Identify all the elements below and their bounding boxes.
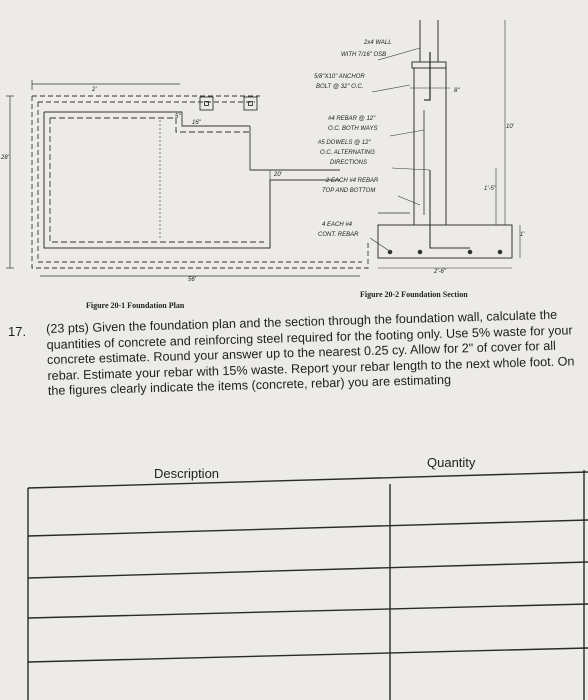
- section-dim-8: 8": [454, 88, 460, 94]
- section-topbot-label-2: TOP AND BOTTOM: [322, 188, 376, 194]
- foundation-section: [370, 20, 520, 268]
- foundation-plan: [6, 80, 368, 276]
- table-row-1-description[interactable]: [30, 490, 388, 534]
- section-topbot-label: 2 EACH #4 REBAR: [326, 178, 379, 184]
- section-rebar-label-2: O.C. BOTH WAYS: [328, 126, 378, 132]
- section-dowels-label-3: DIRECTIONS: [330, 160, 368, 166]
- plan-dim-right: 20': [274, 172, 282, 178]
- table-row-3-description[interactable]: [30, 578, 388, 616]
- section-dim-10: 10': [506, 124, 514, 130]
- section-cont-label-2: CONT. REBAR: [318, 232, 359, 238]
- table-row-4-description[interactable]: [30, 620, 388, 660]
- section-wall-label-2: WITH 7/16" OSB: [341, 52, 387, 58]
- section-dim-26: 2'-6": [434, 269, 446, 275]
- table-header-description: Description: [154, 466, 220, 481]
- plan-dim-top: 2': [92, 87, 97, 93]
- plan-dim-bottom: 56': [188, 277, 196, 283]
- section-wall-label: 2x4 WALL: [364, 40, 392, 46]
- question-body: (23 pts) Given the foundation plan and the section through the foundation wall, calculate the quantities of concrete and reinforcing steel required for the footing only. Use 5% waste for your concrete estimate. Round your answer up to the nearest 0.25 cy. Allow for 2" of cover for all rebar. Estimate your rebar with 15% waste. Report your rebar length to the next whole foot. On the figures clearly indicate the items (concrete, rebar) you are estimating: [46, 307, 575, 399]
- section-rebar-label: #4 REBAR @ 12": [328, 116, 376, 122]
- plan-dim-left: 28': [1, 155, 9, 161]
- section-dowels-label: #5 DOWELS @ 12": [318, 140, 371, 146]
- table-row-2-description[interactable]: [30, 536, 388, 576]
- plan-caption: Figure 20-1 Foundation Plan: [86, 301, 185, 310]
- section-cont-label: 4 EACH #4: [322, 222, 353, 228]
- section-anchor-label-2: BOLT @ 32" O.C.: [316, 84, 364, 90]
- section-dim-1: 1': [520, 232, 525, 238]
- table-header-quantity: Quantity: [427, 455, 476, 470]
- section-anchor-label: 5/8"X10" ANCHOR: [314, 74, 365, 80]
- section-dowels-label-2: O.C. ALTERNATING: [320, 150, 375, 156]
- section-caption: Figure 20-2 Foundation Section: [360, 290, 468, 299]
- section-dim-15: 1'-5": [484, 186, 496, 192]
- question-text: [46, 307, 578, 400]
- question-number: 17.: [8, 324, 27, 339]
- anchor-box-icons: [200, 97, 257, 110]
- plan-dim-corner: 16": [192, 120, 201, 126]
- plan-dim-inner: 5": [175, 114, 181, 120]
